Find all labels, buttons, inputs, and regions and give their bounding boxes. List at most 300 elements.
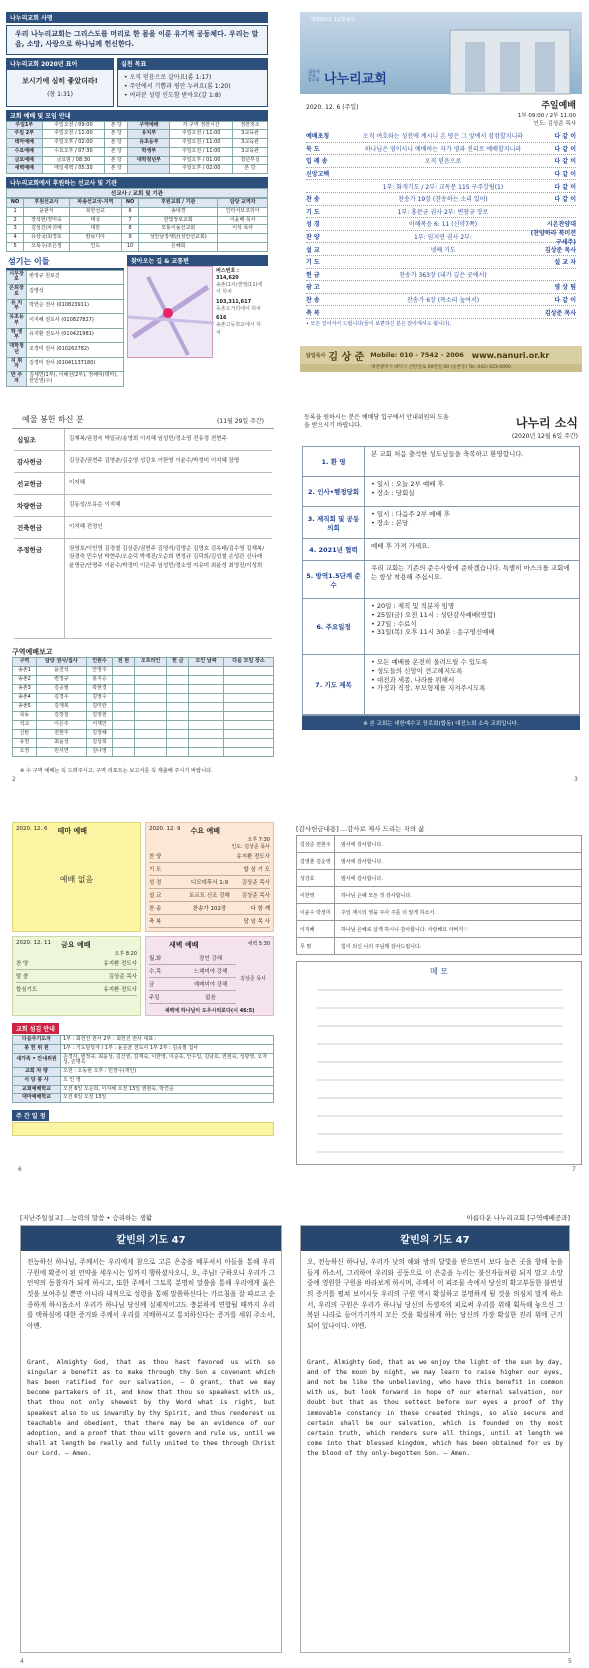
service-person: 시온찬양대 xyxy=(547,221,576,229)
worship-cell: 금요밤 / 08:30 xyxy=(42,156,105,165)
group-cell: 김정혜 xyxy=(86,729,112,738)
dawn-time: 새벽 5:30 xyxy=(247,941,270,947)
worship-cell: 3교육관 xyxy=(233,147,268,156)
schedule-cell xyxy=(185,852,235,860)
schedule-cell xyxy=(52,972,102,980)
group-cell: 김나영 xyxy=(86,747,112,756)
worship-cell xyxy=(128,165,170,174)
staff-row xyxy=(7,357,124,372)
guide-header: 교회 섬김 안내 xyxy=(12,1023,59,1034)
staff-role: 반 주 자 xyxy=(7,372,27,387)
guide-value: 오전 6일 오순희, 이지혜 오전 13일 권현숙, 박연순 xyxy=(61,1085,274,1094)
staff-role: 시무장로 xyxy=(7,270,27,285)
schedule-row xyxy=(149,978,236,991)
group-cell: 송촌5 xyxy=(13,702,37,711)
news-row xyxy=(303,655,579,715)
offering-row xyxy=(14,429,272,451)
pastor-mobile: Mobile: 010 - 7542 - 2006 xyxy=(370,351,464,359)
group-cell xyxy=(223,693,273,702)
group-cell xyxy=(134,738,166,747)
group-cell xyxy=(167,738,189,747)
worship-cell: 본 당 xyxy=(105,147,128,156)
thanks-giver: 이한영 xyxy=(297,887,335,903)
service-row xyxy=(306,281,576,294)
group-cell xyxy=(189,711,224,720)
group-cell: 김미란 xyxy=(86,702,112,711)
worship-cell: 주일오전 / 11:00 xyxy=(42,130,105,139)
service-detail: 1부: 임지연 권사 2부: xyxy=(414,234,472,242)
fri-time: 오후 8:20 xyxy=(114,951,137,957)
group-col-header: 전 원 xyxy=(112,658,134,667)
offering-footer: ※ 수 구역 예배는 꼭 드려주시고, 구역 리포트는 보고서를 꼭 제출해 주시기 바랍니다. xyxy=(20,768,213,774)
staff-row xyxy=(7,285,124,300)
schedule-cell: 김상준 목사 xyxy=(241,880,271,886)
mission-cell: 5 xyxy=(7,242,24,251)
service-detail: 오직 여호와는 성전에 계시니 온 땅은 그 앞에서 잠잠할지니라 xyxy=(362,133,524,141)
mission-row xyxy=(7,207,268,216)
worship-cell: 주일 2부 xyxy=(7,130,43,139)
group-cell xyxy=(112,720,134,729)
staff-role: 은퇴장로 xyxy=(7,285,27,300)
fri-order xyxy=(16,957,137,996)
worship-row xyxy=(7,147,268,156)
guide-row xyxy=(13,1036,274,1045)
thanks-message: 힘이 되신 나의 주님께 감사드립니다. xyxy=(341,943,422,950)
schedule-cell: 다 함 께 xyxy=(250,906,271,912)
wed-date: 2020. 12. 9 xyxy=(149,826,181,832)
group-cell xyxy=(189,738,224,747)
worship-cell: 정한장소 xyxy=(233,121,268,130)
worship-cell: 대학청년부 xyxy=(128,156,170,165)
group-header-row xyxy=(13,658,274,667)
thanks-message: 범사에 감사합니다. xyxy=(341,841,383,848)
schedule-cell: 느헤미야 강해 xyxy=(193,969,228,975)
worship-cell: 유치부 xyxy=(128,130,170,139)
worship-header: 교회 예배 및 모임 안내 xyxy=(6,110,268,121)
group-cell xyxy=(134,711,166,720)
group-cell xyxy=(167,747,189,756)
group-cell: 송촌1 xyxy=(13,666,37,675)
map-header: 찾아오는 길 & 교통편 xyxy=(127,255,268,266)
staff-role: 대학청년 xyxy=(7,343,27,358)
group-cell xyxy=(223,720,273,729)
schedule-cell: 수,목 xyxy=(149,969,162,975)
group-col-header: 인원수 xyxy=(86,658,112,667)
news-row xyxy=(303,599,579,655)
news-label: 7. 기도 제목 xyxy=(303,655,365,714)
schedule-cell: 찬 양 xyxy=(149,854,162,860)
mission-col-header: 후원교회 / 기관 xyxy=(139,199,218,208)
offering-week: (11월 29일 주간) xyxy=(217,418,264,425)
group-cell: 오정 xyxy=(13,747,37,756)
schedule-cell xyxy=(52,985,102,993)
group-cell xyxy=(112,693,134,702)
thanks-row xyxy=(297,904,581,921)
group-cell: 김재복 xyxy=(36,702,86,711)
group-cell xyxy=(167,720,189,729)
schedule-cell: 말 씀 xyxy=(16,974,29,980)
group-cell: 목동 xyxy=(13,711,37,720)
group-report-header: 구역예배보고 xyxy=(12,648,53,656)
worship-cell: 주일1부 xyxy=(7,121,43,130)
worship-row xyxy=(7,121,268,130)
group-cell xyxy=(112,666,134,675)
group-cell: 변정규 xyxy=(36,675,86,684)
staff-row xyxy=(7,299,124,314)
church-name: 나누리교회 xyxy=(324,72,387,87)
location-map xyxy=(127,266,213,358)
group-cell xyxy=(189,702,224,711)
service-item: 기 도 xyxy=(306,259,320,267)
group-cell: 송촌3 xyxy=(13,684,37,693)
group-row xyxy=(13,702,274,711)
mission-cell: 윤판식 xyxy=(24,207,70,216)
mission-cell: 캄보디아 xyxy=(69,234,121,243)
news-label: 6. 주요일정 xyxy=(303,599,365,654)
group-cell xyxy=(189,684,224,693)
service-item: 찬 송 xyxy=(306,196,320,204)
staff-role: 학 생 부 xyxy=(7,328,27,343)
group-cell xyxy=(134,702,166,711)
staff-row xyxy=(7,328,124,343)
news-label: 4. 2021년 협력 xyxy=(303,539,365,560)
page-6 xyxy=(12,822,274,1162)
worship-cell: 본 당 xyxy=(105,130,128,139)
mission-col-header: 파송선교국-지역 xyxy=(69,199,121,208)
mission-cell: 4 xyxy=(7,234,24,243)
news-row xyxy=(303,477,579,507)
group-cell: 김공필 xyxy=(36,684,86,693)
service-item: 설 교 xyxy=(306,246,320,254)
guide-row xyxy=(13,1068,274,1077)
guide-row xyxy=(13,1085,274,1094)
thanks-message: 하나님 은혜 모든 것 감사합니다. xyxy=(341,892,412,899)
theme-body: 예배 없음 xyxy=(59,875,94,884)
service-person: 다 같 이 xyxy=(554,297,576,305)
thanks-giver: 김영춘 김순영 xyxy=(297,853,335,869)
standing-note: • 모든 일어서서 드립니다(들이 보편하신 분은 앉아계셔도 됩니다). xyxy=(306,320,452,327)
news-footer: ※ 본 교회는 대한예수교 장로회(합동) 대전노회 소속 교회입니다. xyxy=(302,716,580,730)
offering-row xyxy=(14,451,272,473)
dawn-leader: 김상준 목사 xyxy=(240,975,266,982)
worship-table xyxy=(6,121,268,175)
group-row xyxy=(13,729,274,738)
group-cell: 전현주 xyxy=(36,729,86,738)
group-cell xyxy=(112,729,134,738)
group-row xyxy=(13,675,274,684)
news-list xyxy=(302,446,580,716)
staff-name: 조경미 전사 (010262782) xyxy=(27,343,124,358)
week-schedule-box xyxy=(12,1122,274,1136)
practice-header: 실천 목표 xyxy=(117,58,268,69)
schedule-row xyxy=(149,863,270,876)
worship-cell: 매일새벽 / 05:30 xyxy=(42,165,105,174)
schedule-row xyxy=(149,850,270,863)
service-person: 설 교 자 xyxy=(554,259,576,267)
news-content: • 일시 : 오늘 2부 예배 후 • 장소 : 당회실 xyxy=(371,480,444,497)
staff-name: 변정규 원로진 xyxy=(27,270,124,285)
theme-date: 2020. 12. 6 xyxy=(16,826,48,832)
staff-header: 섬기는 이들 xyxy=(6,255,124,270)
bus-stop-3: 송촌고등학교에서 하차 xyxy=(216,322,262,336)
schedule-row xyxy=(16,957,137,970)
theme-box xyxy=(6,69,114,107)
guide-row xyxy=(13,1076,274,1085)
schedule-cell xyxy=(185,917,235,925)
group-lesson-header: 아름다운 나누리교회 [구역예배공과] xyxy=(466,1214,570,1222)
schedule-cell: 월,화 xyxy=(149,956,162,962)
mission-cell: 3 xyxy=(7,225,24,234)
schedule-cell: 찬 송 xyxy=(149,906,162,912)
service-item: 예배초청 xyxy=(306,133,330,141)
guide-label: 새가족 • 안내위원 xyxy=(13,1053,61,1068)
service-item: 묵 도 xyxy=(306,145,320,153)
guide-label: 다음주기도자 xyxy=(13,1036,61,1045)
offering-names: 권영호/이민영 김경철 김상준/권현주 김영석/김명순 김영호 김옥태/김수영 김재복/권경숙 민수남 박현주/오순덕 박재진/오순희 변정규 김덕희/김성철 손성관 신나래 윤명균/안명주 이윤수/박정미 이은주 임성민/정소영 지유미 최윤성 최영진/이성희 xyxy=(64,539,272,638)
page-4 xyxy=(20,1212,282,1657)
service-row xyxy=(306,168,576,181)
mission-cell: 이석 목사 xyxy=(218,225,268,234)
service-person: (찬양하라 북미선 구세주) xyxy=(530,229,576,246)
offering-type: 건축헌금 xyxy=(17,524,43,532)
news-content: • 20일 : 제직 및 직분자 임명 • 25일(금) 오전 11시 : 성탄감사예배(연합) • 27일 : 수료식 • 31일(목) 오후 11시 30분 : 송구영신예배 xyxy=(371,602,496,637)
offering-names: 김재복/권경숙 박일규/송영희 이지혜 임성민/정소영 전유정 전현주 xyxy=(64,429,272,450)
schedule-cell: 유지환 전도사 xyxy=(103,961,138,967)
theme-text: 보시기에 심히 좋았더라! xyxy=(22,76,98,85)
service-date: 2020. 12. 6 (주일) xyxy=(306,104,359,111)
schedule-row xyxy=(16,970,137,983)
offering-names: 김상준/권현주 김영춘/김순영 성강호 이한영 이윤수/박정미 이지혜 장명 xyxy=(64,451,272,472)
mission-subheader: 선교사 / 교회 및 기관 xyxy=(6,188,268,198)
page-number-2: 2 xyxy=(12,776,16,783)
fri-date: 2020. 12. 11 xyxy=(16,940,51,946)
page-3 xyxy=(300,412,582,774)
thanks-giver: 김상준 권현주 xyxy=(297,836,335,852)
service-person: 다 같 이 xyxy=(554,158,576,166)
page-1 xyxy=(300,12,582,372)
mission-cell: 유상국/최경호 xyxy=(24,234,70,243)
schedule-cell: 기 도 xyxy=(149,867,162,873)
staff-table xyxy=(6,270,124,387)
goals-box xyxy=(117,69,268,107)
schedule-cell: 디모데후서 1:9 xyxy=(190,880,229,886)
offering-type: 주정헌금 xyxy=(17,546,43,554)
thanks-giver: 이윤수 박정미 xyxy=(297,904,335,920)
staff-name: 김경미 전사 (01041137180) xyxy=(27,357,124,372)
group-cell xyxy=(134,684,166,693)
guide-label: 봉 헌 위 원 xyxy=(13,1044,61,1053)
offering-row xyxy=(14,473,272,495)
memo-title: 메 모 xyxy=(430,967,448,976)
memo-lines xyxy=(297,984,581,1164)
news-week: (2020년 12월 6일 주간) xyxy=(511,433,578,440)
wed-service-box xyxy=(145,822,274,932)
worship-cell: 수요오후 / 07:30 xyxy=(42,147,105,156)
worship-cell: 구역예배 xyxy=(128,121,170,130)
bus-stop-2: 동촌오거리에서 하차 xyxy=(216,305,262,312)
group-cell xyxy=(223,711,273,720)
page-number-6: 6 xyxy=(18,1166,22,1173)
service-person: 다 같 이 xyxy=(554,171,576,179)
mission-cell: 은혜회 xyxy=(139,242,218,251)
service-person: 다 같 이 xyxy=(554,133,576,141)
wed-leader: 인도: 김상준 목사 xyxy=(231,844,270,850)
guide-value: 오전 : 오동현 오후 : 민장수(개인) xyxy=(61,1068,274,1077)
schedule-row xyxy=(149,915,270,928)
service-row xyxy=(306,269,576,282)
news-content: 본 교회 처음 출석한 성도님들을 축복하고 환영합니다. xyxy=(371,450,524,458)
worship-cell: 본 당 xyxy=(105,165,128,174)
mission-header-row xyxy=(7,199,268,208)
group-cell xyxy=(112,711,134,720)
worship-cell: 새벽예배 xyxy=(7,165,43,174)
group-cell xyxy=(112,747,134,756)
worship-cell: 본 당 xyxy=(105,156,128,165)
group-col-header: 오프라인 xyxy=(134,658,166,667)
group-col-header: 담당 권사/집사 xyxy=(36,658,86,667)
group-cell: 안영주 xyxy=(86,666,112,675)
worship-cell: 주일오후 / 02:00 xyxy=(170,165,233,174)
group-cell xyxy=(134,666,166,675)
group-col-header: 다음 모임 장소 xyxy=(223,658,273,667)
service-item: 축 복 xyxy=(306,309,320,317)
group-cell: 김경우 xyxy=(36,693,86,702)
guide-row xyxy=(13,1053,274,1068)
staff-name: 박연순 전사 (010823911) xyxy=(27,299,124,314)
schedule-row xyxy=(149,876,270,889)
group-cell: 유천 xyxy=(13,738,37,747)
dawn-title: 새벽 예배 xyxy=(169,941,199,949)
group-col-header: 구역 xyxy=(13,658,37,667)
fri-title: 금요 예배 xyxy=(61,941,91,949)
thanks-giver: 이지혜 xyxy=(297,921,335,937)
mission-cell: 모퉁이돌선교회 xyxy=(139,225,218,234)
service-item: 신앙고백 xyxy=(306,171,330,179)
goal-3: • 여러분 성령 인도함 받아요(갈 1:8) xyxy=(124,91,221,99)
cover-banner xyxy=(300,12,582,94)
staff-name: 이지혜 전도사 (010827827) xyxy=(27,314,124,329)
schedule-cell: 찬 양 xyxy=(16,961,29,967)
memo-box xyxy=(296,961,582,1165)
group-cell: 김성희 xyxy=(86,738,112,747)
group-cell xyxy=(112,738,134,747)
mission-row xyxy=(7,216,268,225)
mission-row xyxy=(7,225,268,234)
news-row xyxy=(303,539,579,561)
mission-cell xyxy=(218,242,268,251)
guide-label: 대마예배학교 xyxy=(13,1094,61,1103)
staff-role: 지 휘 자 xyxy=(7,357,27,372)
prayer-title-2: 칼빈의 기도 47 xyxy=(301,1226,569,1251)
schedule-cell xyxy=(52,959,102,967)
bus-route-1: 314,620 xyxy=(216,274,239,281)
page-7 xyxy=(296,822,582,1162)
group-cell xyxy=(223,747,273,756)
guide-label: 식 당 봉 사 xyxy=(13,1076,61,1085)
banner-date: 제0000호 12월 6일 xyxy=(310,17,355,23)
theme-header: 나누리교회 2020년 표어 xyxy=(6,58,114,69)
pastor-bar xyxy=(300,346,582,364)
worship-row xyxy=(7,130,268,139)
group-row xyxy=(13,693,274,702)
service-times: 1부 09:00 / 2부 11:00 xyxy=(517,113,576,119)
offering-list xyxy=(14,429,272,639)
thanks-message: 범사에 감사합니다. xyxy=(341,875,383,882)
service-row xyxy=(306,143,576,156)
worship-cell: 주일오전 / 11:00 xyxy=(170,147,233,156)
dawn-service-box xyxy=(145,936,274,1016)
service-item: 헌 금 xyxy=(306,271,320,279)
mission-cell: 오목수/조은정 xyxy=(24,242,70,251)
service-detail: 1부: 홍문균 권사 2부: 변창규 장로 xyxy=(397,208,489,216)
mission-cell: 8 xyxy=(121,225,138,234)
thanks-row xyxy=(297,836,581,853)
group-cell xyxy=(167,693,189,702)
worship-cell: 학생부 xyxy=(128,147,170,156)
staff-role: 유초등부 xyxy=(7,314,27,329)
group-cell xyxy=(189,729,224,738)
group-row xyxy=(13,711,274,720)
pastor-label: 담임목사 xyxy=(306,352,326,359)
service-row xyxy=(306,231,576,244)
mission-cell: 7 xyxy=(121,216,138,225)
group-cell xyxy=(223,738,273,747)
prayer-korean-2: 오, 전능하신 하나님, 우리가 낮의 해와 밤의 달빛을 받으면서 보다 높은 곳을 향해 눈을 들게 하소서, 그리하여 우리와 공동으로 이 은총을 누리는 불신자들처럼 되지 말고 소망 중에 영원한 구원을 바라보게 하시며, 주께서 이 피조물 속에서 당신의 확고부동한 불변성의 증거를 펼쳐 보이시듯 우리의 구원 역시 확실하고 분명하게 될 것을 의심치 말게 하소서, 우리의 구원은 우리가 하나님 당신의 독생자의 피로써 우리를 위해 획득해 놓으신 그 복된 나라로 들어가기까지 모든 것을 확실하게 하는 당신의 가장 확실한 진리 위에 근거 되어 있나이다. 아멘. xyxy=(307,1258,563,1331)
schedule-cell: 담 임 목 사 xyxy=(243,919,271,925)
service-item: 광 고 xyxy=(306,284,320,292)
schedule-row xyxy=(149,889,270,902)
group-cell: 민서연 xyxy=(36,747,86,756)
news-label: 5. 방역1.5단계 준수 xyxy=(303,561,365,598)
worship-cell: 금요예배 xyxy=(7,156,43,165)
mission-cell: 9 xyxy=(121,234,138,243)
group-cell xyxy=(112,702,134,711)
group-cell xyxy=(223,684,273,693)
group-cell xyxy=(167,729,189,738)
group-cell xyxy=(223,729,273,738)
schedule-cell: 없음 xyxy=(205,995,216,1001)
worship-cell: 본 당 xyxy=(105,121,128,130)
staff-row xyxy=(7,343,124,358)
service-leader: 인도: 김상준 목사 xyxy=(533,121,576,127)
service-item: 기 도 xyxy=(306,208,320,216)
group-cell xyxy=(112,684,134,693)
news-content: • 모든 예배를 온전히 올려드릴 수 있도록 • 성도들의 신앙이 견고해지도록 • 대전과 세종, 나라를 위해서 • 가정과 직장, 부모형제를 지켜주시도록 xyxy=(371,658,488,693)
theme-ref: (창 1:31) xyxy=(47,90,73,98)
service-detail: 하나님은 영이시니 예배하는 자가 영과 진리로 예배할지니라 xyxy=(364,145,522,153)
news-row xyxy=(303,561,579,599)
guide-value: 오전 6일 오전 13일 xyxy=(61,1094,274,1103)
prayer-english-2: Grant, Almighty God, that as we enjoy the light of the sun by day, and of the moon by night, we may learn to raise higher our eyes, and not be like the unbelieving, who have this benefit in common with us, but look forward in hope of our eternal salvation, nor doubt but that as thou settest before our eyes a proof of thy immovable constancy in these created things, so also secure and certain shall be our salvation, which is founded on thy most certain truth, which renders sure all things, until at length we come into that blessed kingdom, which has been obtained for us by the blood of thy only-begotten Son. — Amen. xyxy=(307,1358,563,1458)
schedule-cell: 축 복 xyxy=(149,919,162,925)
mission-cell: 한빛장로교회 xyxy=(139,216,218,225)
thanks-row xyxy=(297,887,581,904)
church-website[interactable]: www.nanuri.or.kr xyxy=(471,350,550,360)
schedule-cell: 유지환 전도사 xyxy=(103,987,138,993)
group-cell: 서재인 xyxy=(86,720,112,729)
group-cell xyxy=(189,693,224,702)
page-number-3: 3 xyxy=(574,776,578,783)
goal-1: • 오직 믿음으로 살아요(롬 1:17) xyxy=(124,73,212,81)
group-cell xyxy=(167,702,189,711)
schedule-cell: 성 경 xyxy=(149,880,162,886)
offering-type: 감사헌금 xyxy=(17,458,43,466)
schedule-cell: 토르트 신조 강해 xyxy=(189,893,230,899)
service-row xyxy=(306,180,576,193)
thanks-giver: 무 명 xyxy=(297,938,335,954)
service-row xyxy=(306,155,576,168)
worship-cell: 본 당 xyxy=(105,139,128,148)
